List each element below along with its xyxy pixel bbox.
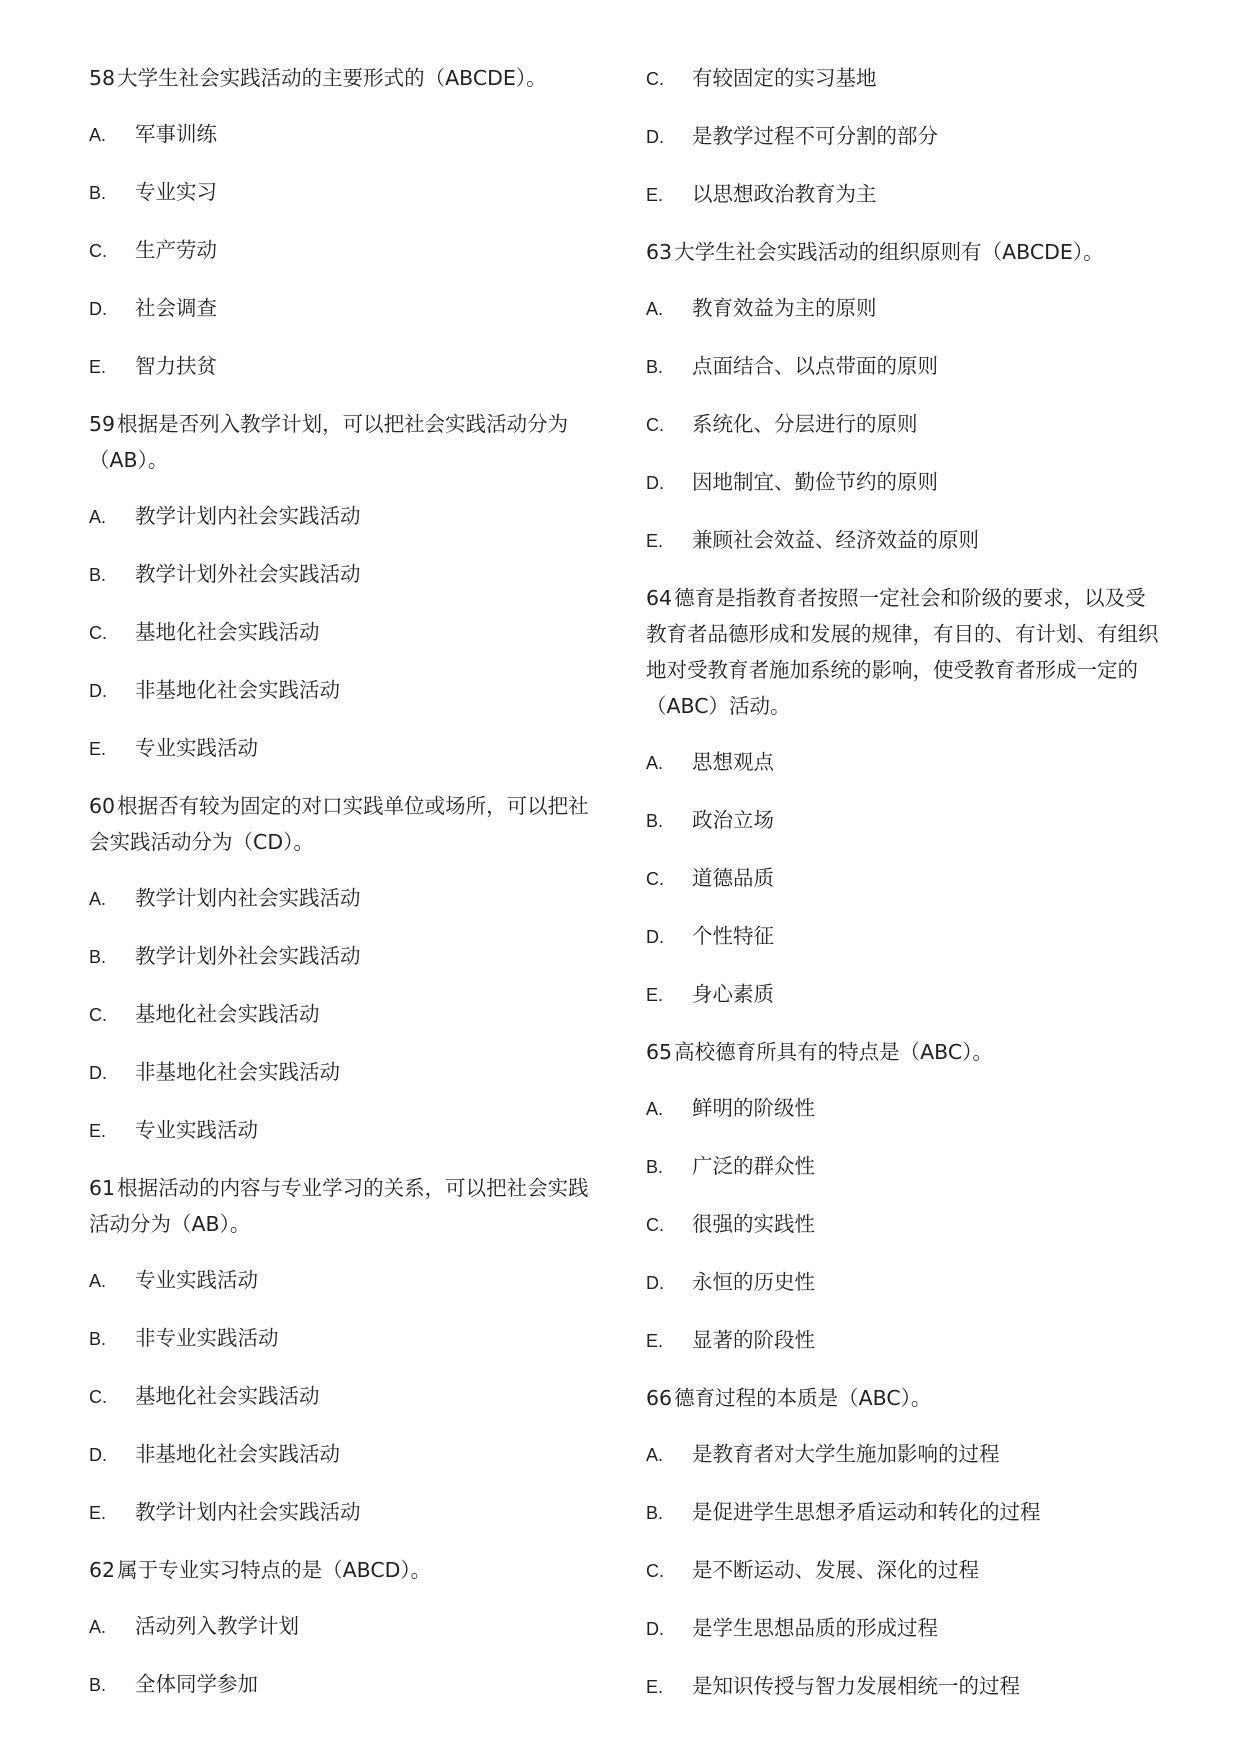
- option-letter: E.: [646, 1677, 664, 1697]
- question-stem: [646, 580, 1166, 724]
- option-text: 教学计划外社会实践活动: [135, 944, 361, 968]
- answer-option: [646, 348, 1166, 385]
- option-text: 永恒的历史性: [692, 1270, 815, 1294]
- option-letter: C.: [89, 623, 107, 643]
- option-text: 教学计划内社会实践活动: [135, 1500, 361, 1524]
- option-letter: D.: [646, 1619, 664, 1639]
- question-stem: [646, 1380, 1166, 1416]
- question-number: 59: [89, 412, 116, 436]
- option-letter: A.: [646, 299, 664, 319]
- option-letter: B.: [89, 183, 107, 203]
- option-letter: E.: [89, 1503, 107, 1523]
- answer-option: [646, 860, 1166, 897]
- answer-option: [646, 1322, 1166, 1359]
- option-letter: A.: [89, 1271, 107, 1291]
- answer-option: [646, 1264, 1166, 1301]
- option-letter: D.: [89, 1445, 107, 1465]
- answer-option: [89, 174, 609, 211]
- question-text: 高校德育所具有的特点是（ABC）。: [674, 1040, 993, 1064]
- option-letter: B.: [89, 565, 107, 585]
- question-number: 64: [646, 586, 673, 610]
- answer-option: [89, 1378, 609, 1415]
- option-text: 有较固定的实习基地: [692, 66, 877, 90]
- option-letter: B.: [646, 357, 664, 377]
- option-text: 专业实践活动: [135, 736, 258, 760]
- option-letter: E.: [646, 1331, 664, 1351]
- option-letter: B.: [646, 1157, 664, 1177]
- option-text: 很强的实践性: [692, 1212, 815, 1236]
- answer-option: [89, 1436, 609, 1473]
- option-letter: E.: [646, 531, 664, 551]
- option-letter: C.: [646, 69, 664, 89]
- option-text: 全体同学参加: [135, 1672, 258, 1696]
- option-text: 活动列入教学计划: [135, 1614, 299, 1638]
- answer-option: [89, 498, 609, 535]
- option-text: 因地制宜、勤俭节约的原则: [692, 470, 938, 494]
- option-text: 军事训练: [135, 122, 217, 146]
- option-text: 是学生思想品质的形成过程: [692, 1616, 938, 1640]
- answer-option: [646, 522, 1166, 559]
- option-letter: C.: [646, 1561, 664, 1581]
- answer-option: [89, 1494, 609, 1531]
- answer-option: [646, 1668, 1166, 1705]
- answer-option: [646, 60, 1166, 97]
- answer-option: [646, 1090, 1166, 1127]
- answer-option: [646, 176, 1166, 213]
- answer-option: [89, 1262, 609, 1299]
- option-text: 非基地化社会实践活动: [135, 1442, 340, 1466]
- option-letter: A.: [646, 1099, 664, 1119]
- option-text: 点面结合、以点带面的原则: [692, 354, 938, 378]
- answer-option: [646, 1610, 1166, 1647]
- question-stem: [89, 60, 609, 96]
- answer-option: [89, 1320, 609, 1357]
- answer-option: [89, 232, 609, 269]
- question-stem: [646, 234, 1166, 270]
- answer-option: [89, 672, 609, 709]
- answer-option: [89, 116, 609, 153]
- option-text: 广泛的群众性: [692, 1154, 815, 1178]
- option-letter: A.: [646, 1445, 664, 1465]
- option-text: 专业实践活动: [135, 1118, 258, 1142]
- answer-option: [646, 1436, 1166, 1473]
- question-number: 66: [646, 1386, 673, 1410]
- option-letter: B.: [646, 811, 664, 831]
- option-letter: D.: [89, 681, 107, 701]
- option-text: 教学计划内社会实践活动: [135, 504, 361, 528]
- question-text: 根据否有较为固定的对口实践单位或场所，可以把社会实践活动分为（CD）。: [89, 794, 589, 854]
- option-text: 生产劳动: [135, 238, 217, 262]
- question-text: 德育过程的本质是（ABC）。: [674, 1386, 932, 1410]
- answer-option: [89, 556, 609, 593]
- option-text: 非专业实践活动: [135, 1326, 279, 1350]
- option-text: 是不断运动、发展、深化的过程: [692, 1558, 979, 1582]
- option-text: 基地化社会实践活动: [135, 1384, 320, 1408]
- option-letter: D.: [646, 1273, 664, 1293]
- question-text: 德育是指教育者按照一定社会和阶级的要求，以及受教育者品德形成和发展的规律，有目的、有计划、有组织地对受教育者施加系统的影响，使受教育者形成一定的（ABC）活动。: [646, 586, 1159, 718]
- question-number: 62: [89, 1558, 116, 1582]
- option-text: 教学计划内社会实践活动: [135, 886, 361, 910]
- answer-option: [89, 938, 609, 975]
- option-text: 教学计划外社会实践活动: [135, 562, 361, 586]
- option-letter: B.: [646, 1503, 664, 1523]
- answer-option: [89, 348, 609, 385]
- question-text: 根据是否列入教学计划，可以把社会实践活动分为（AB）。: [89, 412, 569, 472]
- option-letter: D.: [646, 127, 664, 147]
- answer-option: [89, 290, 609, 327]
- option-letter: A.: [89, 125, 107, 145]
- answer-option: [89, 880, 609, 917]
- question-stem: [89, 406, 609, 478]
- option-text: 兼顾社会效益、经济效益的原则: [692, 528, 979, 552]
- option-text: 思想观点: [692, 750, 774, 774]
- option-letter: D.: [89, 299, 107, 319]
- option-letter: A.: [89, 507, 107, 527]
- answer-option: [646, 1494, 1166, 1531]
- option-text: 是知识传授与智力发展相统一的过程: [692, 1674, 1020, 1698]
- option-letter: C.: [646, 415, 664, 435]
- option-letter: A.: [646, 753, 664, 773]
- answer-option: [646, 406, 1166, 443]
- option-text: 是促进学生思想矛盾运动和转化的过程: [692, 1500, 1041, 1524]
- question-number: 63: [646, 240, 673, 264]
- left-column: [89, 60, 609, 1724]
- option-letter: E.: [89, 357, 107, 377]
- question-text: 大学生社会实践活动的主要形式的（ABCDE）。: [117, 66, 547, 90]
- answer-option: [646, 1206, 1166, 1243]
- option-letter: E.: [646, 185, 664, 205]
- answer-option: [89, 730, 609, 767]
- answer-option: [89, 1608, 609, 1645]
- option-letter: C.: [89, 241, 107, 261]
- answer-option: [646, 744, 1166, 781]
- option-letter: D.: [646, 927, 664, 947]
- answer-option: [89, 1054, 609, 1091]
- answer-option: [89, 1666, 609, 1703]
- option-letter: D.: [89, 1063, 107, 1083]
- option-text: 是教学过程不可分割的部分: [692, 124, 938, 148]
- option-text: 非基地化社会实践活动: [135, 1060, 340, 1084]
- answer-option: [646, 118, 1166, 155]
- option-letter: C.: [89, 1005, 107, 1025]
- option-letter: A.: [89, 889, 107, 909]
- question-stem: [89, 1170, 609, 1242]
- option-letter: B.: [89, 1675, 107, 1695]
- question-number: 65: [646, 1040, 673, 1064]
- answer-option: [646, 1552, 1166, 1589]
- answer-option: [89, 996, 609, 1033]
- option-letter: C.: [89, 1387, 107, 1407]
- answer-option: [646, 802, 1166, 839]
- option-letter: C.: [646, 869, 664, 889]
- option-letter: E.: [646, 985, 664, 1005]
- option-text: 专业实践活动: [135, 1268, 258, 1292]
- option-letter: D.: [646, 473, 664, 493]
- answer-option: [89, 614, 609, 651]
- answer-option: [646, 464, 1166, 501]
- option-letter: E.: [89, 739, 107, 759]
- option-letter: B.: [89, 1329, 107, 1349]
- answer-option: [646, 1148, 1166, 1185]
- question-text: 根据活动的内容与专业学习的关系，可以把社会实践活动分为（AB）。: [89, 1176, 589, 1236]
- option-text: 身心素质: [692, 982, 774, 1006]
- option-text: 基地化社会实践活动: [135, 620, 320, 644]
- question-stem: [89, 788, 609, 860]
- option-text: 基地化社会实践活动: [135, 1002, 320, 1026]
- question-text: 大学生社会实践活动的组织原则有（ABCDE）。: [674, 240, 1104, 264]
- option-text: 专业实习: [135, 180, 217, 204]
- question-number: 58: [89, 66, 116, 90]
- answer-option: [646, 918, 1166, 955]
- option-text: 社会调查: [135, 296, 217, 320]
- option-text: 显著的阶段性: [692, 1328, 815, 1352]
- option-letter: E.: [89, 1121, 107, 1141]
- answer-option: [646, 976, 1166, 1013]
- option-letter: A.: [89, 1617, 107, 1637]
- answer-option: [646, 290, 1166, 327]
- option-text: 智力扶贫: [135, 354, 217, 378]
- question-number: 61: [89, 1176, 116, 1200]
- option-letter: B.: [89, 947, 107, 967]
- option-text: 系统化、分层进行的原则: [692, 412, 918, 436]
- option-text: 道德品质: [692, 866, 774, 890]
- question-number: 60: [89, 794, 116, 818]
- option-text: 教育效益为主的原则: [692, 296, 877, 320]
- question-text: 属于专业实习特点的是（ABCD）。: [117, 1558, 432, 1582]
- right-column: [646, 60, 1166, 1726]
- option-text: 鲜明的阶级性: [692, 1096, 815, 1120]
- question-stem: [646, 1034, 1166, 1070]
- option-text: 是教育者对大学生施加影响的过程: [692, 1442, 1000, 1466]
- option-text: 政治立场: [692, 808, 774, 832]
- answer-option: [89, 1112, 609, 1149]
- option-text: 个性特征: [692, 924, 774, 948]
- option-letter: C.: [646, 1215, 664, 1235]
- question-stem: [89, 1552, 609, 1588]
- option-text: 以思想政治教育为主: [692, 182, 877, 206]
- option-text: 非基地化社会实践活动: [135, 678, 340, 702]
